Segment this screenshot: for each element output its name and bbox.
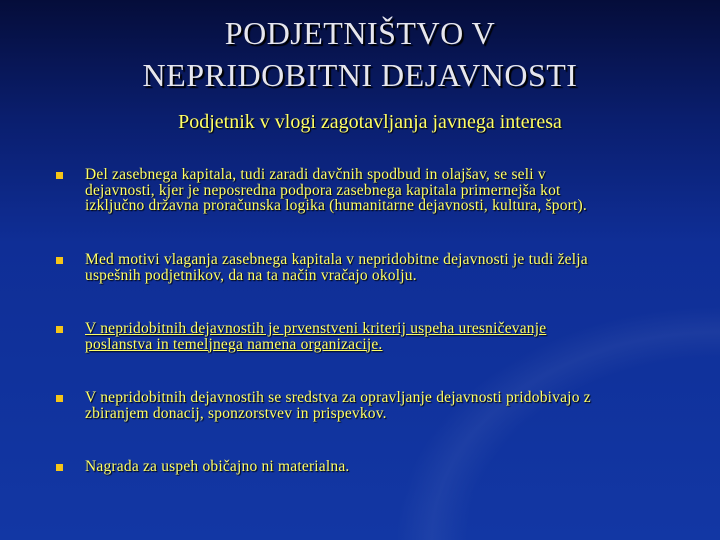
text-line: Med motivi vlaganja zasebnega kapitala v nepridobitne dejavnosti je tudi želja (85, 251, 588, 268)
text-line: poslanstva in temeljnega namena organizacije. (85, 335, 383, 353)
square-bullet-icon (56, 257, 63, 264)
bullet-text (85, 390, 591, 421)
square-bullet-icon (56, 326, 63, 333)
bullet-text (85, 459, 350, 475)
text-line: izključno državna proračunska logika (humanitarne dejavnosti, kultura, šport). (85, 197, 587, 214)
title-line: NEPRIDOBITNI DEJAVNOSTI (142, 57, 578, 93)
text-line: Del zasebnega kapitala, tudi zaradi davčnih spodbud in olajšav, se seli v (85, 166, 546, 183)
bullet-text-underlined (85, 321, 546, 352)
square-bullet-icon (56, 172, 63, 179)
bullet-text (85, 167, 587, 214)
bullet-text (85, 252, 588, 283)
title-line: PODJETNIŠTVO V (224, 15, 496, 51)
text-line: zbiranjem donacij, sponzorstvev in prispevkov. (85, 404, 387, 422)
text-line: uspešnih podjetnikov, da na ta način vračajo okolju. (85, 266, 417, 284)
slide-title (0, 12, 720, 96)
square-bullet-icon (56, 464, 63, 471)
text-line: V nepridobitnih dejavnostih se sredstva za opravljanje dejavnosti pridobivajo z (85, 389, 591, 406)
text-line: V nepridobitnih dejavnostih je prvenstveni kriterij uspeha uresničevanje (85, 320, 547, 337)
square-bullet-icon (56, 395, 63, 402)
text-line: Nagrada za uspeh običajno ni materialna. (85, 458, 350, 475)
slide-subtitle: Podjetnik v vlogi zagotavljanja javnega interesa (178, 111, 562, 133)
text-line: dejavnosti, kjer je neposredna podpora zasebnega kapitala primernejša kot (85, 181, 561, 199)
